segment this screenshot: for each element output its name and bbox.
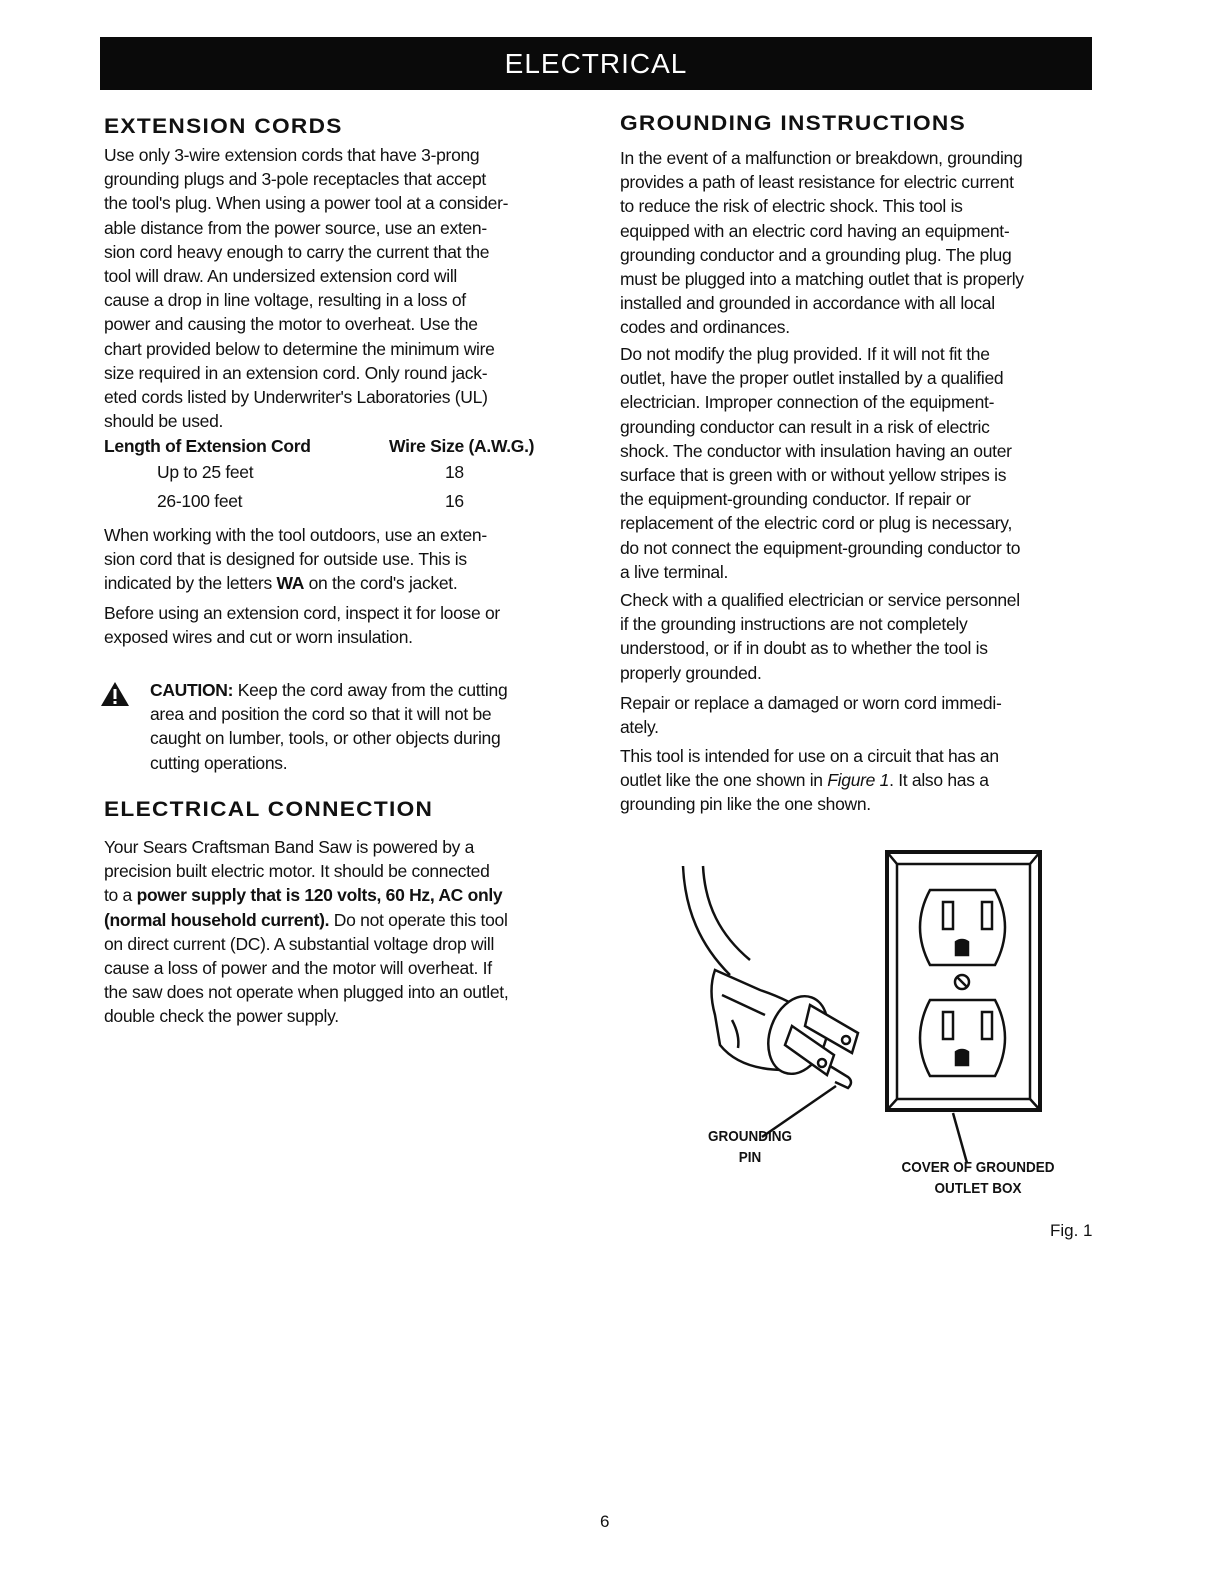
cell-wire-size: 18 bbox=[445, 462, 464, 482]
column-header-wire-size: Wire Size (A.W.G.) bbox=[389, 436, 535, 456]
text-line: properly grounded. bbox=[620, 662, 762, 683]
text-line: grounding pin like the one shown. bbox=[620, 794, 871, 815]
paragraph-outdoor-use bbox=[104, 523, 487, 596]
text-line: chart provided below to determine the minimum wire bbox=[104, 338, 495, 359]
text-line: Before using an extension cord, inspect it for loose or bbox=[104, 603, 500, 623]
text-line: tool will draw. An undersized extension cord will bbox=[104, 266, 457, 287]
text-line: double check the power supply. bbox=[104, 1006, 339, 1027]
bold-text: power supply that is 120 volts, 60 Hz, AC only bbox=[136, 885, 503, 906]
text-line bbox=[620, 768, 999, 792]
cell-length: Up to 25 feet bbox=[157, 462, 254, 482]
text-line: sion cord heavy enough to carry the current that the bbox=[104, 241, 490, 262]
bold-text: (normal household current). bbox=[104, 909, 330, 930]
text-line: must be plugged into a matching outlet that is properly bbox=[620, 269, 1024, 290]
text-line: Your Sears Craftsman Band Saw is powered by a bbox=[104, 837, 475, 857]
text-line: cause a loss of power and the motor will overheat. If bbox=[104, 958, 492, 979]
paragraph-grounding-3 bbox=[620, 588, 1020, 685]
text-line: a live terminal. bbox=[620, 561, 729, 582]
section-title: ELECTRICAL bbox=[504, 48, 688, 79]
cell-wire-size: 16 bbox=[445, 491, 464, 511]
heading-electrical-connection: ELECTRICAL CONNECTION bbox=[104, 798, 434, 821]
warning-triangle-icon bbox=[100, 680, 130, 708]
text-line: should be used. bbox=[104, 411, 224, 432]
italic-text: Figure 1 bbox=[827, 770, 890, 791]
text-line: Use only 3-wire extension cords that have 3-prong bbox=[104, 145, 480, 165]
text-line: the equipment-grounding conductor. If repair or bbox=[620, 489, 971, 510]
text-line: grounding plugs and 3-pole receptacles that accept bbox=[104, 169, 486, 190]
text-line: This tool is intended for use on a circuit that has an bbox=[620, 746, 999, 766]
text-segment: Do not operate this tool bbox=[329, 909, 508, 930]
paragraph-grounding-4 bbox=[620, 691, 1001, 739]
text-line: grounding conductor can result in a risk of electric bbox=[620, 416, 990, 437]
text-line: Check with a qualified electrician or service personnel bbox=[620, 590, 1020, 610]
text-line: codes and ordinances. bbox=[620, 317, 790, 338]
text-line: precision built electric motor. It should be connected bbox=[104, 861, 490, 882]
text-line: power and causing the motor to overheat. Use the bbox=[104, 314, 478, 335]
text-segment: indicated by the letters bbox=[104, 573, 277, 594]
text-line: on direct current (DC). A substantial voltage drop will bbox=[104, 933, 495, 954]
column-header-length: Length of Extension Cord bbox=[104, 436, 311, 456]
text-segment: outlet like the one shown in bbox=[620, 770, 828, 791]
paragraph-inspect-cord bbox=[104, 601, 500, 649]
figure-caption: Fig. 1 bbox=[1050, 1221, 1093, 1240]
caution-notice bbox=[150, 678, 507, 775]
text-line: installed and grounded in accordance with all local bbox=[620, 293, 995, 314]
paragraph-extension-cords bbox=[104, 143, 508, 433]
text-line: cutting operations. bbox=[150, 752, 288, 773]
text-segment: to a bbox=[104, 885, 137, 906]
text-line: to reduce the risk of electric shock. This tool is bbox=[620, 196, 963, 217]
table-row bbox=[104, 458, 574, 487]
text-line: replacement of the electric cord or plug is necessary, bbox=[620, 513, 1013, 534]
paragraph-grounding-2 bbox=[620, 342, 1020, 584]
label-line: PIN bbox=[738, 1149, 762, 1166]
bold-text: CAUTION: bbox=[150, 680, 234, 700]
text-line: In the event of a malfunction or breakdown, grounding bbox=[620, 148, 1023, 168]
label-line: GROUNDING bbox=[707, 1128, 793, 1145]
text-line: surface that is green with or without yellow stripes is bbox=[620, 465, 1007, 486]
text-line: eted cords listed by Underwriter's Laboratories (UL) bbox=[104, 387, 488, 408]
text-line: Do not modify the plug provided. If it will not fit the bbox=[620, 344, 990, 364]
text-line: able distance from the power source, use an exten- bbox=[104, 217, 487, 238]
text-line: equipped with an electric cord having an equipment- bbox=[620, 220, 1010, 241]
text-line: ately. bbox=[620, 717, 659, 738]
cell-length: 26-100 feet bbox=[157, 491, 243, 511]
text-line: grounding conductor and a grounding plug. The plug bbox=[620, 244, 1012, 265]
text-line: provides a path of least resistance for electric current bbox=[620, 172, 1014, 193]
text-segment: on the cord's jacket. bbox=[304, 573, 458, 594]
text-line: sion cord that is designed for outside use. This is bbox=[104, 549, 467, 570]
page-number: 6 bbox=[600, 1512, 610, 1531]
text-line: size required in an extension cord. Only round jack- bbox=[104, 362, 488, 383]
text-line: Repair or replace a damaged or worn cord immedi- bbox=[620, 693, 1002, 713]
text-line bbox=[104, 883, 508, 907]
text-segment: Keep the cord away from the cutting bbox=[233, 680, 508, 700]
text-line: understood, or if in doubt as to whether the tool is bbox=[620, 638, 988, 659]
bold-text: WA bbox=[276, 573, 305, 594]
paragraph-electrical-connection bbox=[104, 835, 508, 1029]
text-line: shock. The conductor with insulation having an outer bbox=[620, 440, 1012, 461]
table-header bbox=[104, 434, 574, 458]
text-line bbox=[150, 678, 507, 702]
text-line: do not connect the equipment-grounding conductor to bbox=[620, 537, 1021, 558]
text-line: exposed wires and cut or worn insulation. bbox=[104, 627, 413, 648]
text-line: if the grounding instructions are not completely bbox=[620, 614, 968, 635]
outlet-cover-label bbox=[897, 1157, 1059, 1199]
text-line bbox=[104, 908, 508, 932]
text-line bbox=[104, 571, 487, 595]
outlet-cover-illustration bbox=[887, 852, 1040, 1163]
table-row bbox=[104, 487, 574, 516]
text-segment: . It also has a bbox=[889, 770, 989, 791]
text-line: When working with the tool outdoors, use an exten- bbox=[104, 525, 487, 545]
wire-size-table bbox=[104, 434, 574, 516]
text-line: the tool's plug. When using a power tool at a consider- bbox=[104, 193, 509, 214]
label-line: OUTLET BOX bbox=[934, 1180, 1022, 1197]
text-line: electrician. Improper connection of the equipment- bbox=[620, 392, 995, 413]
plug-illustration bbox=[683, 866, 858, 1137]
paragraph-grounding-5 bbox=[620, 744, 999, 817]
heading-extension-cords: EXTENSION CORDS bbox=[104, 115, 343, 138]
grounding-pin-label bbox=[696, 1126, 804, 1168]
heading-grounding-instructions: GROUNDING INSTRUCTIONS bbox=[620, 112, 967, 135]
text-line: the saw does not operate when plugged into an outlet, bbox=[104, 982, 509, 1003]
figure-plug-and-outlet bbox=[660, 830, 1100, 1170]
text-line: area and position the cord so that it will not be bbox=[150, 704, 492, 725]
paragraph-grounding-1 bbox=[620, 146, 1024, 340]
section-header-bar bbox=[100, 37, 1092, 90]
text-line: outlet, have the proper outlet installed by a qualified bbox=[620, 368, 1004, 389]
text-line: caught on lumber, tools, or other objects during bbox=[150, 728, 501, 749]
label-line: COVER OF GROUNDED bbox=[901, 1159, 1055, 1176]
text-line: cause a drop in line voltage, resulting in a loss of bbox=[104, 290, 466, 311]
